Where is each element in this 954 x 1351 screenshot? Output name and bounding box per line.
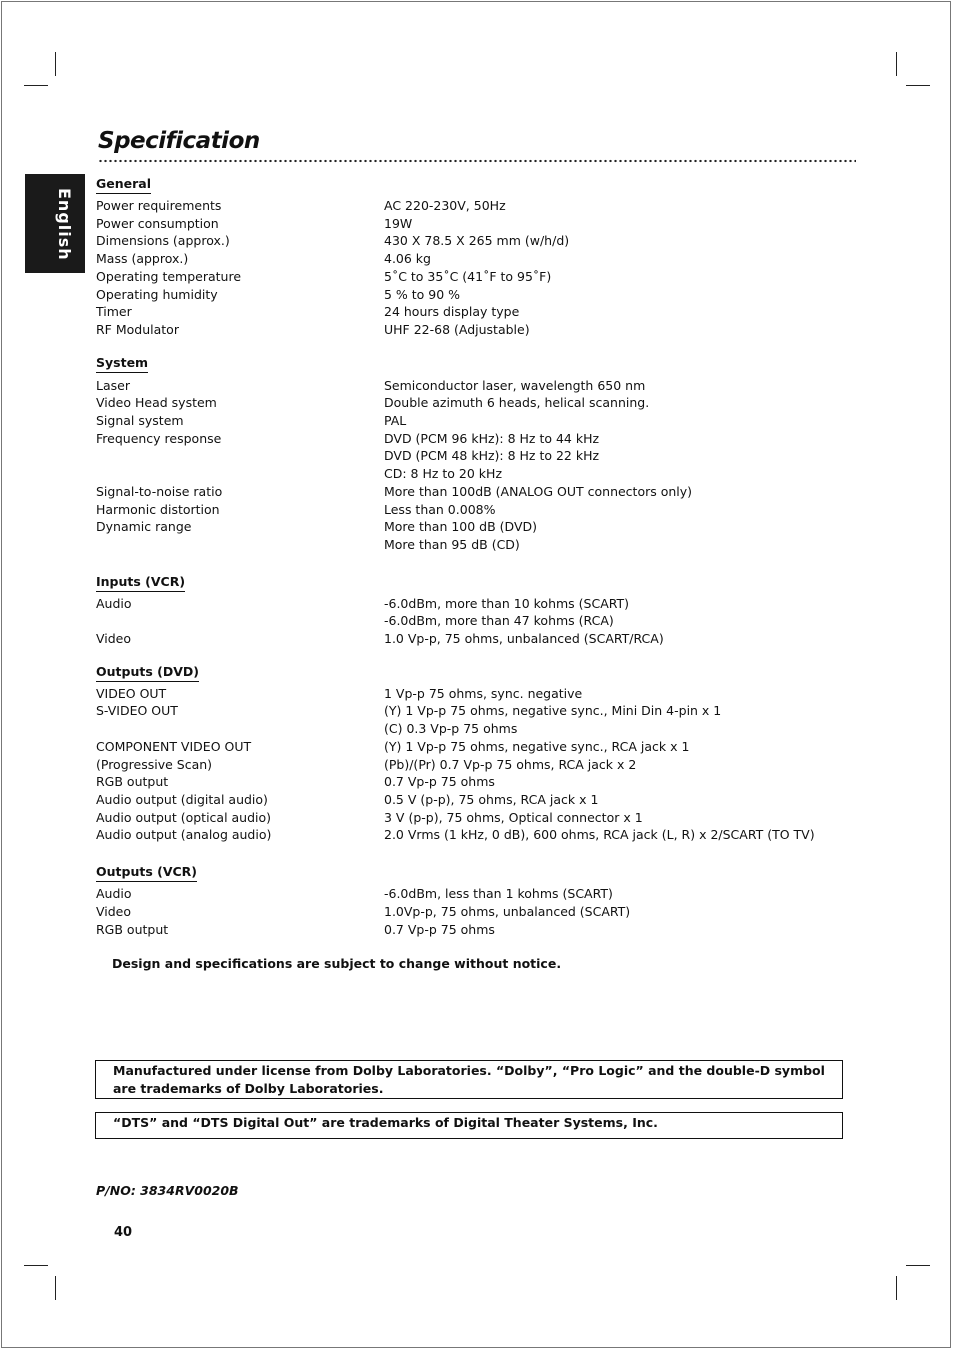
- spec-value: CD: 8 Hz to 20 kHz: [384, 466, 502, 482]
- spec-label: Video Head system: [96, 395, 217, 411]
- crop-mark: [906, 1265, 930, 1266]
- section-inputs-vcr: [96, 571, 856, 648]
- spec-value: 0.7 Vp-p 75 ohms: [384, 774, 495, 790]
- spec-rows: [96, 197, 856, 339]
- spec-row: [96, 536, 856, 554]
- spec-row: [96, 447, 856, 465]
- spec-row: [96, 791, 856, 809]
- crop-mark: [896, 52, 897, 76]
- spec-label: [96, 612, 384, 630]
- spec-rows: [96, 595, 856, 648]
- spec-row: [96, 738, 856, 756]
- spec-label: [96, 465, 384, 483]
- spec-value: 19W: [384, 215, 413, 231]
- dolby-trademark-box: [95, 1060, 843, 1099]
- spec-value: 430 X 78.5 X 265 mm (w/h/d): [384, 233, 570, 249]
- spec-value: (Y) 1 Vp-p 75 ohms, negative sync., Mini Din 4-pin x 1: [384, 703, 722, 719]
- spec-label: (Progressive Scan): [96, 756, 213, 772]
- spec-rows: [96, 685, 856, 844]
- dolby-trademark-text: Manufactured under license from Dolby Laboratories. “Dolby”, “Pro Logic” and the double-D symbol are trademarks of Dolby Laboratories.: [113, 1063, 825, 1096]
- spec-value: -6.0dBm, more than 10 kohms (SCART): [384, 595, 630, 611]
- spec-row: [96, 215, 856, 233]
- spec-label: Signal-to-noise ratio: [96, 483, 223, 499]
- spec-row: [96, 430, 856, 448]
- spec-content: [96, 172, 856, 971]
- spec-row: [96, 321, 856, 339]
- spec-value: 3 V (p-p), 75 ohms, Optical connector x 1: [384, 809, 643, 825]
- spec-label: Audio output (optical audio): [96, 809, 272, 825]
- spec-label: Audio: [96, 886, 132, 902]
- spec-value: More than 95 dB (CD): [384, 536, 520, 552]
- section-heading: General: [96, 176, 151, 194]
- spec-label: Power requirements: [96, 198, 222, 213]
- section-general: [96, 173, 856, 339]
- spec-value: DVD (PCM 48 kHz): 8 Hz to 22 kHz: [384, 448, 600, 464]
- spec-rows: [96, 885, 856, 938]
- spec-rows: [96, 377, 856, 554]
- change-notice: Design and specifications are subject to change without notice.: [112, 956, 562, 972]
- spec-value: 1 Vp-p 75 ohms, sync. negative: [384, 685, 583, 701]
- spec-label: COMPONENT VIDEO OUT: [96, 738, 252, 754]
- section-heading: Inputs (VCR): [96, 574, 185, 592]
- crop-mark: [896, 1276, 897, 1300]
- page-title: Specification: [98, 128, 260, 154]
- spec-value: AC 220-230V, 50Hz: [384, 198, 506, 213]
- spec-label: Audio output (digital audio): [96, 791, 268, 807]
- spec-row: [96, 250, 856, 268]
- spec-value: Less than 0.008%: [384, 501, 496, 517]
- spec-value: -6.0dBm, less than 1 kohms (SCART): [384, 886, 613, 902]
- spec-label: [96, 447, 384, 465]
- spec-label: RGB output: [96, 921, 169, 937]
- spec-row: [96, 483, 856, 501]
- spec-value: (Pb)/(Pr) 0.7 Vp-p 75 ohms, RCA jack x 2: [384, 756, 637, 772]
- spec-label: Power consumption: [96, 215, 219, 231]
- spec-row: [96, 197, 856, 215]
- spec-row: [96, 885, 856, 903]
- spec-label: Harmonic distortion: [96, 501, 220, 517]
- spec-value: 5˚C to 35˚C (41˚F to 95˚F): [384, 268, 552, 284]
- title-dotted-rule: [98, 159, 856, 163]
- spec-value: More than 100 dB (DVD): [384, 519, 537, 535]
- spec-row: [96, 303, 856, 321]
- spec-row: [96, 377, 856, 395]
- language-tab-label: English: [55, 188, 74, 261]
- section-heading: System: [96, 355, 148, 373]
- spec-value: 4.06 kg: [384, 251, 431, 267]
- spec-label: Dynamic range: [96, 519, 192, 535]
- section-system: [96, 352, 856, 554]
- section-heading: Outputs (VCR): [96, 864, 197, 882]
- spec-label: RF Modulator: [96, 321, 179, 337]
- spec-row: [96, 720, 856, 738]
- spec-row: [96, 773, 856, 791]
- crop-mark: [906, 85, 930, 86]
- spec-value: 2.0 Vrms (1 kHz, 0 dB), 600 ohms, RCA jack (L, R) x 2/SCART (TO TV): [384, 827, 815, 843]
- spec-label: [96, 720, 384, 738]
- spec-row: [96, 465, 856, 483]
- part-number: P/NO: 3834RV0020B: [96, 1183, 239, 1198]
- spec-row: [96, 412, 856, 430]
- spec-value: 1.0Vp-p, 75 ohms, unbalanced (SCART): [384, 903, 631, 919]
- spec-value: More than 100dB (ANALOG OUT connectors only): [384, 483, 693, 499]
- spec-row: [96, 232, 856, 250]
- spec-row: [96, 501, 856, 519]
- spec-value: UHF 22-68 (Adjustable): [384, 321, 530, 337]
- spec-label: Dimensions (approx.): [96, 233, 230, 249]
- spec-label: [96, 536, 384, 554]
- spec-row: [96, 518, 856, 536]
- spec-value: 1.0 Vp-p, 75 ohms, unbalanced (SCART/RCA): [384, 631, 664, 647]
- spec-row: [96, 630, 856, 648]
- spec-value: DVD (PCM 96 kHz): 8 Hz to 44 kHz: [384, 430, 600, 446]
- crop-mark: [24, 1265, 48, 1266]
- spec-label: Signal system: [96, 413, 184, 429]
- section-outputs-dvd: [96, 661, 856, 844]
- page-number: 40: [114, 1225, 133, 1240]
- spec-label: Operating humidity: [96, 286, 218, 302]
- spec-value: (C) 0.3 Vp-p 75 ohms: [384, 721, 518, 737]
- crop-mark: [55, 52, 56, 76]
- dts-trademark-text: “DTS” and “DTS Digital Out” are trademarks of Digital Theater Systems, Inc.: [113, 1115, 658, 1130]
- spec-value: 0.5 V (p-p), 75 ohms, RCA jack x 1: [384, 791, 599, 807]
- spec-row: [96, 809, 856, 827]
- spec-row: [96, 756, 856, 774]
- spec-row: [96, 286, 856, 304]
- spec-label: Timer: [96, 304, 132, 320]
- spec-row: [96, 826, 856, 844]
- spec-label: S-VIDEO OUT: [96, 703, 178, 719]
- section-outputs-vcr: [96, 861, 856, 938]
- spec-value: -6.0dBm, more than 47 kohms (RCA): [384, 613, 614, 629]
- spec-label: VIDEO OUT: [96, 685, 167, 701]
- spec-row: [96, 268, 856, 286]
- spec-label: Video: [96, 631, 132, 647]
- spec-label: Audio: [96, 595, 132, 611]
- spec-label: Laser: [96, 377, 130, 393]
- spec-label: Mass (approx.): [96, 251, 189, 267]
- spec-label: Frequency response: [96, 430, 222, 446]
- spec-row: [96, 595, 856, 613]
- crop-mark: [24, 85, 48, 86]
- section-heading: Outputs (DVD): [96, 664, 199, 682]
- spec-label: RGB output: [96, 774, 169, 790]
- crop-mark: [55, 1276, 56, 1300]
- language-tab: [25, 174, 85, 273]
- spec-row: [96, 685, 856, 703]
- spec-label: Audio output (analog audio): [96, 827, 272, 843]
- spec-row: [96, 702, 856, 720]
- spec-value: Semiconductor laser, wavelength 650 nm: [384, 377, 646, 393]
- spec-value: PAL: [384, 413, 407, 429]
- spec-label: Video: [96, 903, 132, 919]
- spec-row: [96, 394, 856, 412]
- spec-value: 24 hours display type: [384, 304, 520, 320]
- spec-value: 0.7 Vp-p 75 ohms: [384, 921, 495, 937]
- spec-row: [96, 612, 856, 630]
- spec-value: Double azimuth 6 heads, helical scanning.: [384, 395, 650, 411]
- dts-trademark-box: [95, 1112, 843, 1139]
- spec-row: [96, 921, 856, 939]
- spec-value: (Y) 1 Vp-p 75 ohms, negative sync., RCA jack x 1: [384, 738, 690, 754]
- spec-label: Operating temperature: [96, 268, 242, 284]
- spec-value: 5 % to 90 %: [384, 286, 461, 302]
- spec-row: [96, 903, 856, 921]
